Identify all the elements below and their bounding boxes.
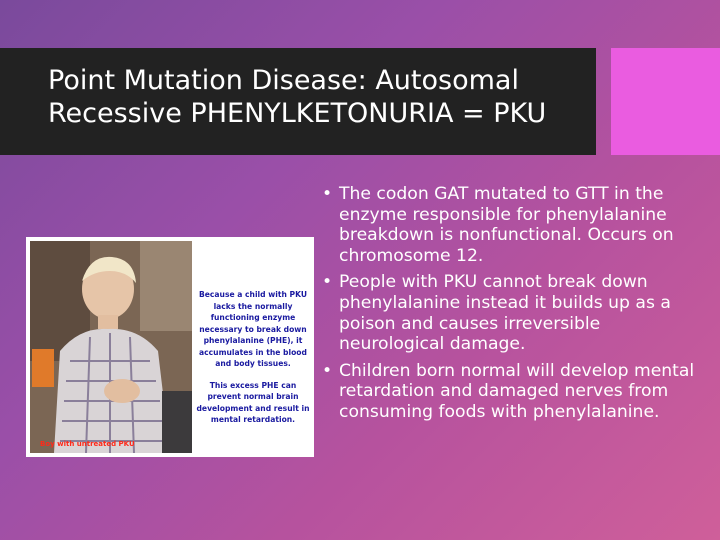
figure-paragraph-2: This excess PHE can prevent normal brain development and result in mental retardation. xyxy=(196,380,310,424)
boy-photo xyxy=(30,241,192,453)
bullet-icon: • xyxy=(322,272,333,293)
slide-title: Point Mutation Disease: Autosomal Recessive PHENYLKETONURIA = PKU xyxy=(48,65,547,129)
accent-block xyxy=(611,48,720,155)
bullet-item xyxy=(322,361,707,423)
photo-caption: Boy with untreated PKU xyxy=(40,440,135,448)
bullet-item xyxy=(322,272,707,354)
bullet-text: Children born normal will develop mental retardation and damaged nerves from consuming foods with phenylalanine. xyxy=(339,360,695,422)
bullet-item xyxy=(322,184,707,266)
figure-description xyxy=(196,289,310,436)
bullet-icon: • xyxy=(322,184,333,204)
bullet-text: The codon GAT mutated to GTT in the enzyme responsible for phenylalanine breakdown is nonfunctional. Occurs on chromosome 12. xyxy=(339,184,674,266)
bullet-icon: • xyxy=(322,360,333,381)
bullet-text: People with PKU cannot break down phenylalanine instead it builds up as a poison and causes irreversible neurological damage. xyxy=(339,272,671,355)
figure-paragraph-1: Because a child with PKU lacks the normally functioning enzyme necessary to break down phenylalanine (PHE), it accumulates in the blood and body tissues. xyxy=(198,290,308,368)
boy-photo-illustration xyxy=(30,241,192,453)
bullet-list xyxy=(322,184,707,429)
title-band xyxy=(0,48,596,155)
pku-figure xyxy=(26,237,314,457)
